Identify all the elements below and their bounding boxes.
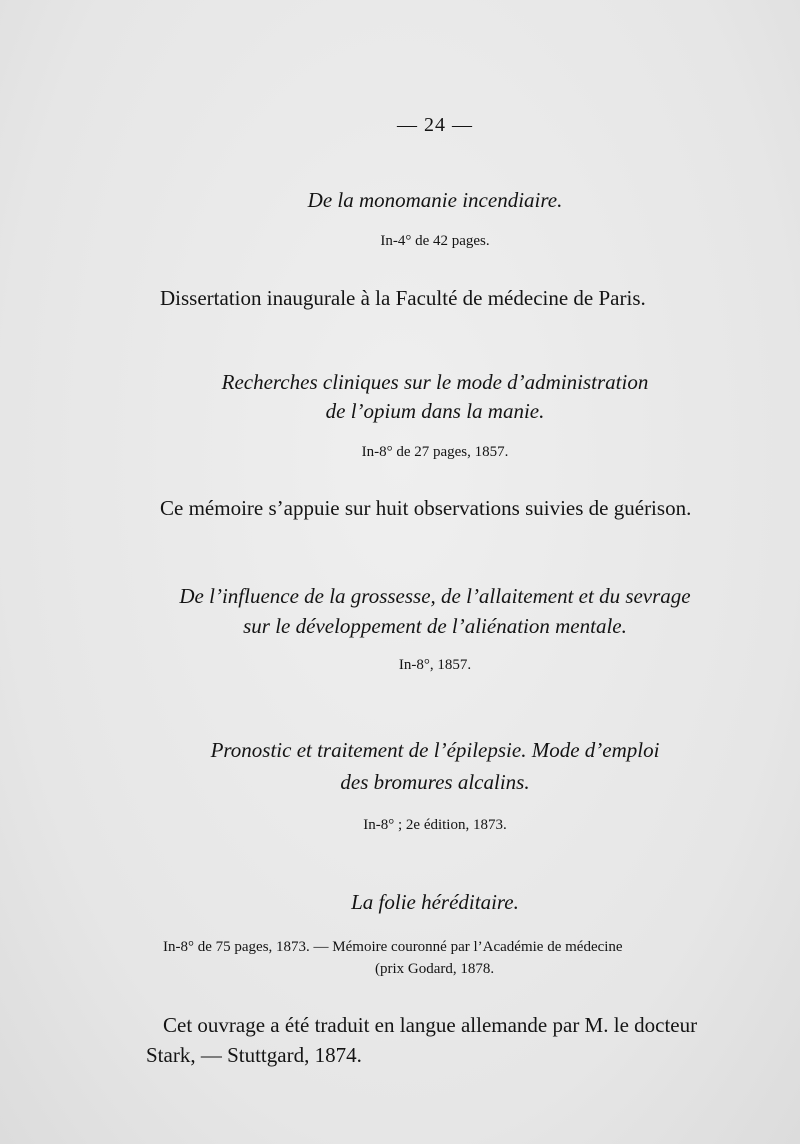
entry-5-note-line-2: Stark, — Stuttgard, 1874. bbox=[146, 1043, 362, 1067]
entry-5-title: La folie héréditaire. bbox=[351, 890, 519, 914]
entry-2-title-line-1: Recherches cliniques sur le mode d’administration bbox=[221, 370, 649, 394]
entry-1-details: In-4° de 42 pages. bbox=[380, 233, 490, 249]
entry-1-title: De la monomanie incendiaire. bbox=[307, 188, 563, 212]
entry-5-note bbox=[146, 1010, 753, 1070]
entry-5-note-line-1: Cet ouvrage a été traduit en langue allemande par M. le docteur bbox=[163, 1013, 698, 1037]
entry-2-title-line-2: de l’opium dans la manie. bbox=[325, 399, 545, 423]
entry-2-details: In-8° de 27 pages, 1857. bbox=[361, 444, 509, 460]
entry-5-details-line-2: (prix Godard, 1878. bbox=[375, 961, 495, 977]
entry-1-note: Dissertation inaugurale à la Faculté de médecine de Paris. bbox=[160, 286, 646, 310]
entry-5-details-line-1: In-8° de 75 pages, 1873. — Mémoire couronné par l’Académie de médecine bbox=[163, 939, 623, 955]
entry-2-note: Ce mémoire s’appuie sur huit observations suivies de guérison. bbox=[160, 496, 692, 520]
entry-5-details bbox=[163, 936, 623, 980]
entry-4-title-line-1: Pronostic et traitement de l’épilepsie. Mode d’emploi bbox=[210, 738, 660, 762]
entry-3-title-line-2: sur le développement de l’aliénation mentale. bbox=[243, 614, 627, 638]
entry-3-title-line-1: De l’influence de la grossesse, de l’allaitement et du sevrage bbox=[179, 584, 691, 608]
entry-3-details: In-8°, 1857. bbox=[398, 657, 472, 673]
page-number: — 24 — bbox=[397, 114, 473, 136]
entry-4-title-line-2: des bromures alcalins. bbox=[340, 770, 530, 794]
entry-4-details: In-8° ; 2e édition, 1873. bbox=[363, 817, 507, 833]
